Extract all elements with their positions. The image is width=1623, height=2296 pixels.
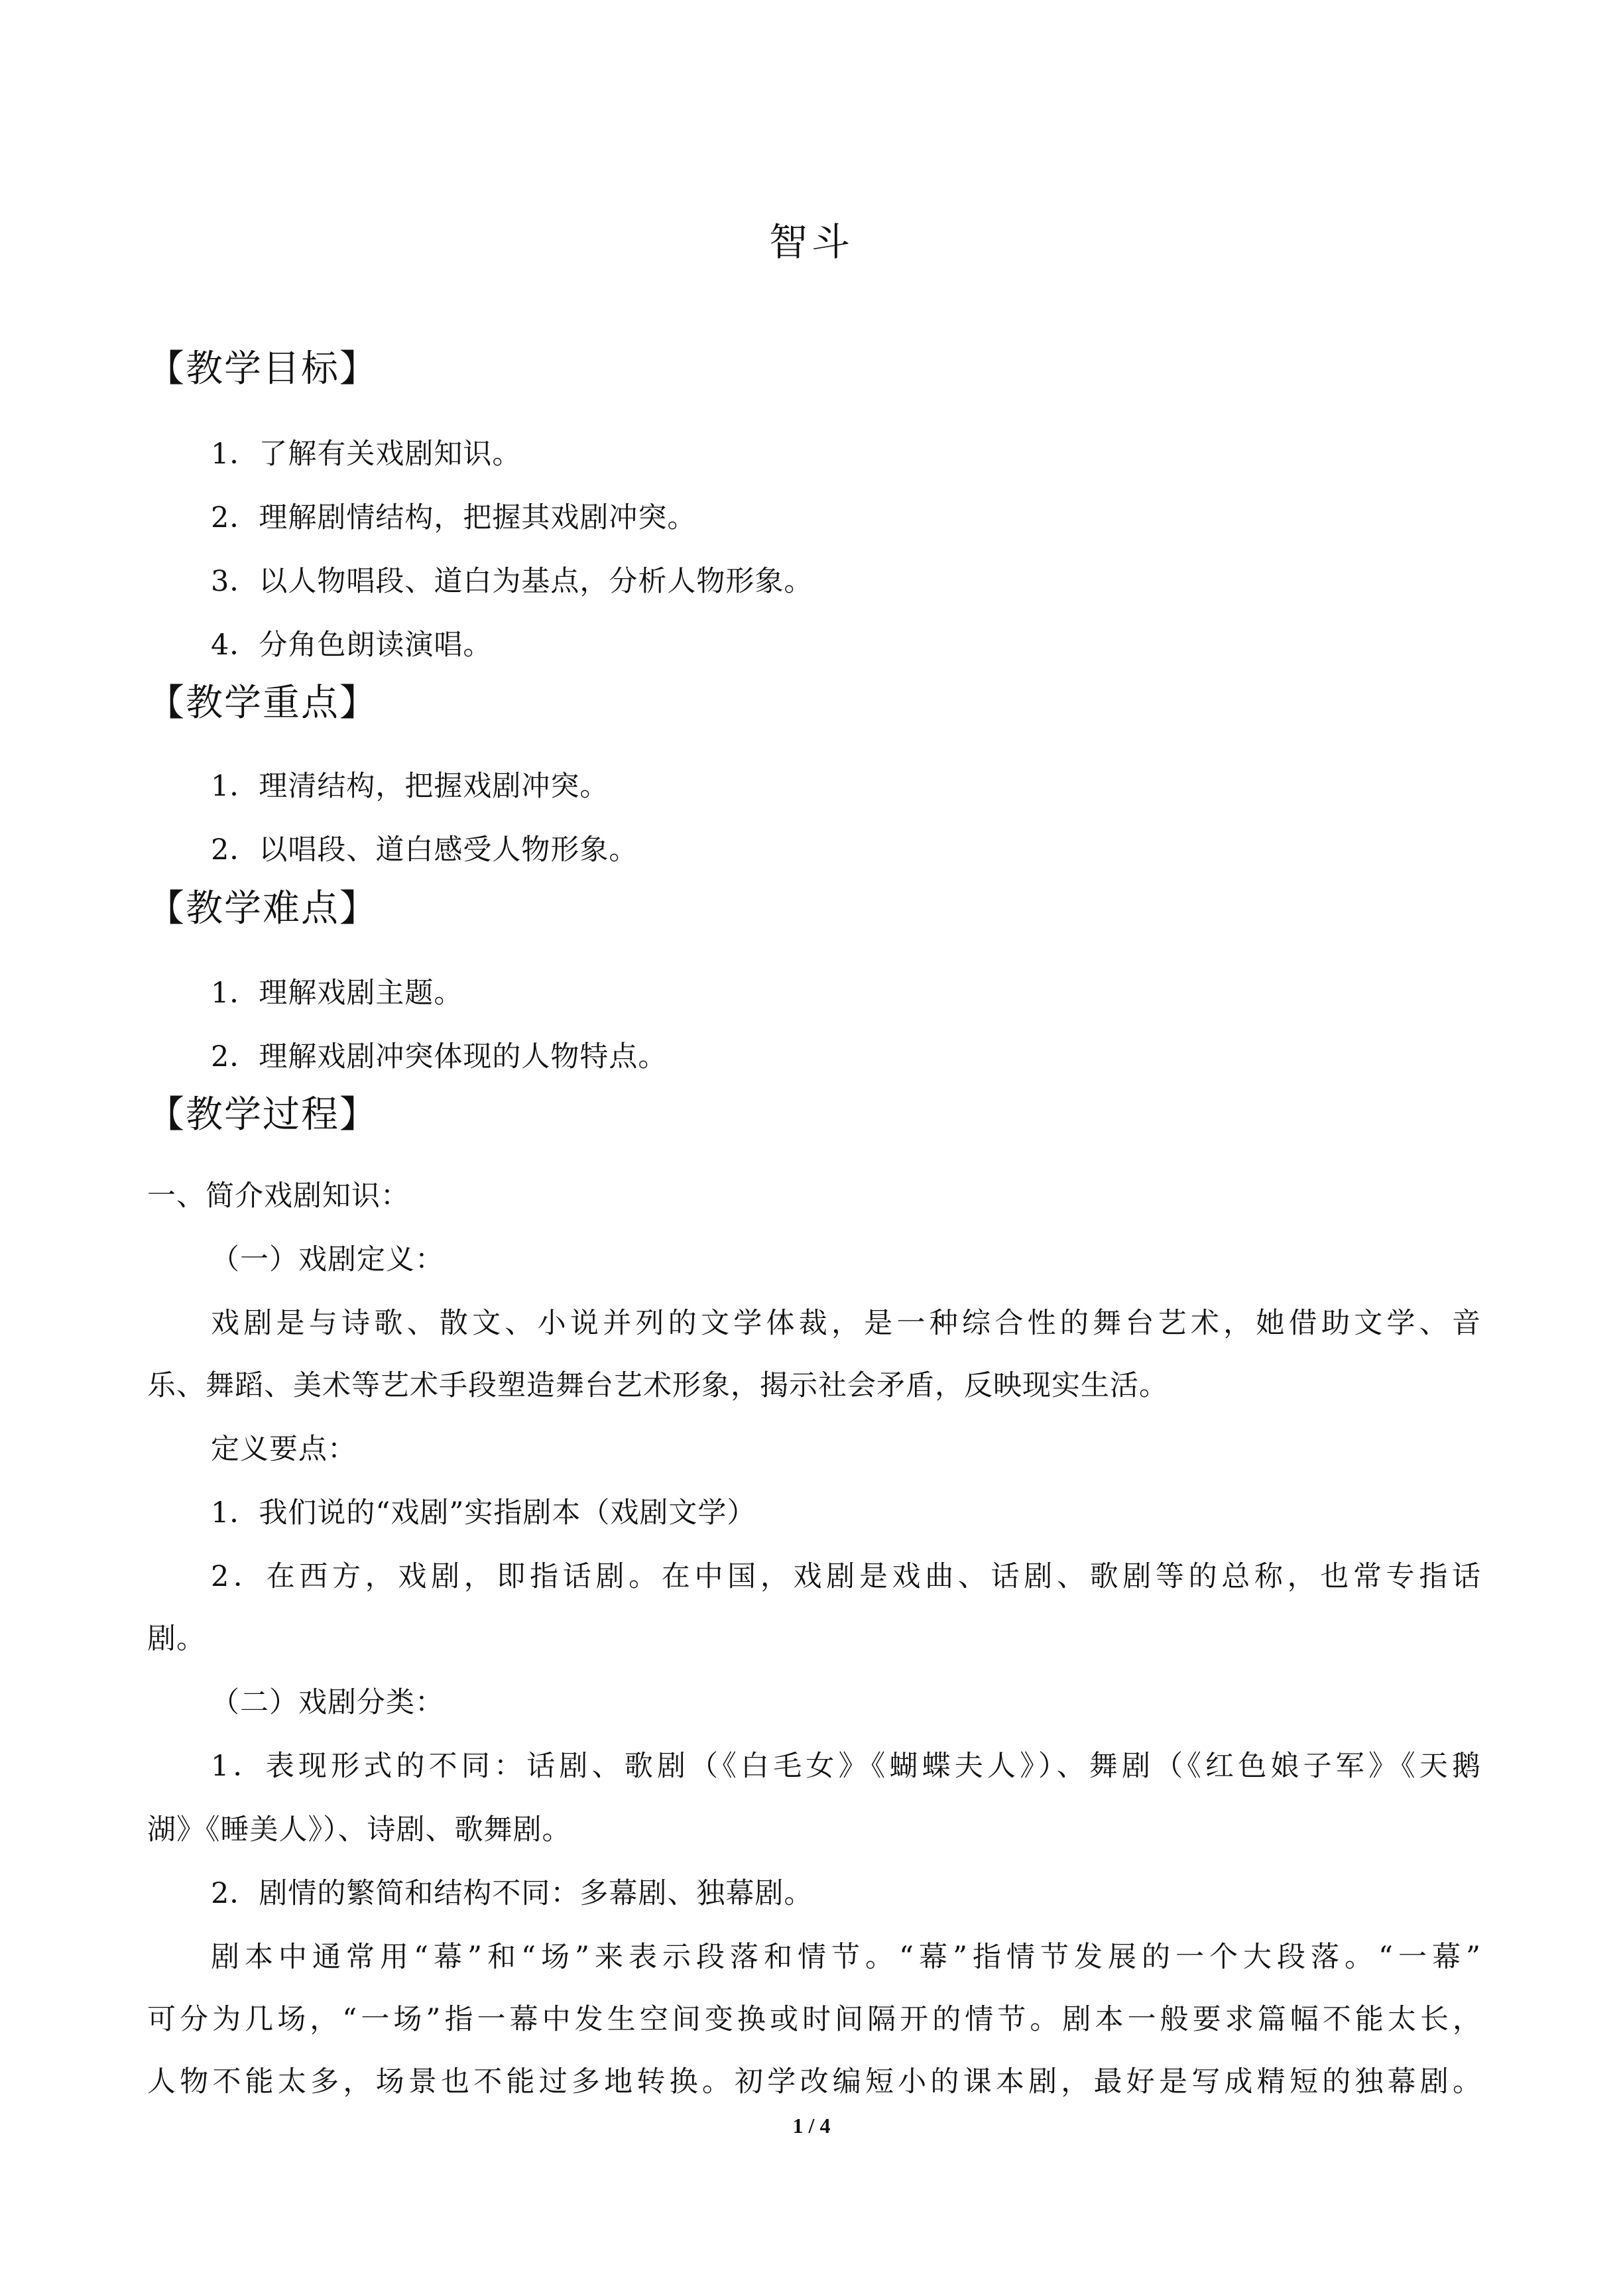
page-title: 智斗	[768, 219, 854, 265]
body-line: 湖》《睡美人》）、诗剧、歌舞剧。	[147, 1813, 571, 1846]
body-line: 1．我们说的“戏剧”实指剧本（戏剧文学）	[211, 1496, 756, 1530]
body-line: 1．表现形式的不同：话剧、歌剧（《白毛女》《蝴蝶夫人》）、舞剧（《红色娘子军》《天鹅	[211, 1750, 1481, 1783]
body-line: 剧。	[147, 1622, 206, 1656]
body-line: 人物不能太多，场景也不能过多地转换。初学改编短小的课本剧，最好是写成精短的独幕剧。	[147, 2065, 1481, 2098]
body-line: （一）戏剧定义：	[211, 1243, 444, 1276]
body-line: 戏剧是与诗歌、散文、小说并列的文学体裁，是一种综合性的舞台艺术，她借助文学、音	[211, 1307, 1481, 1340]
page-number: 1 / 4	[792, 2114, 831, 2138]
list-item: 2．理解戏剧冲突体现的人物特点。	[211, 1040, 668, 1073]
list-item: 1．理清结构，把握戏剧冲突。	[211, 770, 609, 803]
body-line: 剧本中通常用“幕”和“场”来表示段落和情节。“幕”指情节发展的一个大段落。“一幕”	[211, 1941, 1481, 1974]
section-heading-process: 【教学过程】	[147, 1093, 378, 1136]
list-item: 1．了解有关戏剧知识。	[211, 438, 522, 471]
section-heading-objectives: 【教学目标】	[147, 347, 378, 391]
body-line: 2．剧情的繁简和结构不同：多幕剧、独幕剧。	[211, 1877, 813, 1910]
body-line: 2．在西方，戏剧，即指话剧。在中国，戏剧是戏曲、话剧、歌剧等的总称，也常专指话	[211, 1560, 1481, 1593]
list-item: 1．理解戏剧主题。	[211, 977, 463, 1010]
list-item: 2．以唱段、道白感受人物形象。	[211, 833, 638, 867]
list-item: 4．分角色朗读演唱。	[211, 629, 493, 662]
body-line: 定义要点：	[211, 1433, 357, 1466]
section-heading-difficulties: 【教学难点】	[147, 887, 378, 930]
body-line: 乐、舞蹈、美术等艺术手段塑造舞台艺术形象，揭示社会矛盾，反映现实生活。	[147, 1369, 1168, 1402]
list-item: 2．理解剧情结构，把握其戏剧冲突。	[211, 501, 697, 534]
list-item: 3．以人物唱段、道白为基点，分析人物形象。	[211, 565, 813, 598]
section-heading-key-points: 【教学重点】	[147, 682, 378, 725]
body-line: 一、简介戏剧知识：	[147, 1179, 410, 1213]
body-line: （二）戏剧分类：	[211, 1686, 444, 1719]
body-line: 可分为几场，“一场”指一幕中发生空间变换或时间隔开的情节。剧本一般要求篇幅不能太长，	[147, 2003, 1481, 2036]
